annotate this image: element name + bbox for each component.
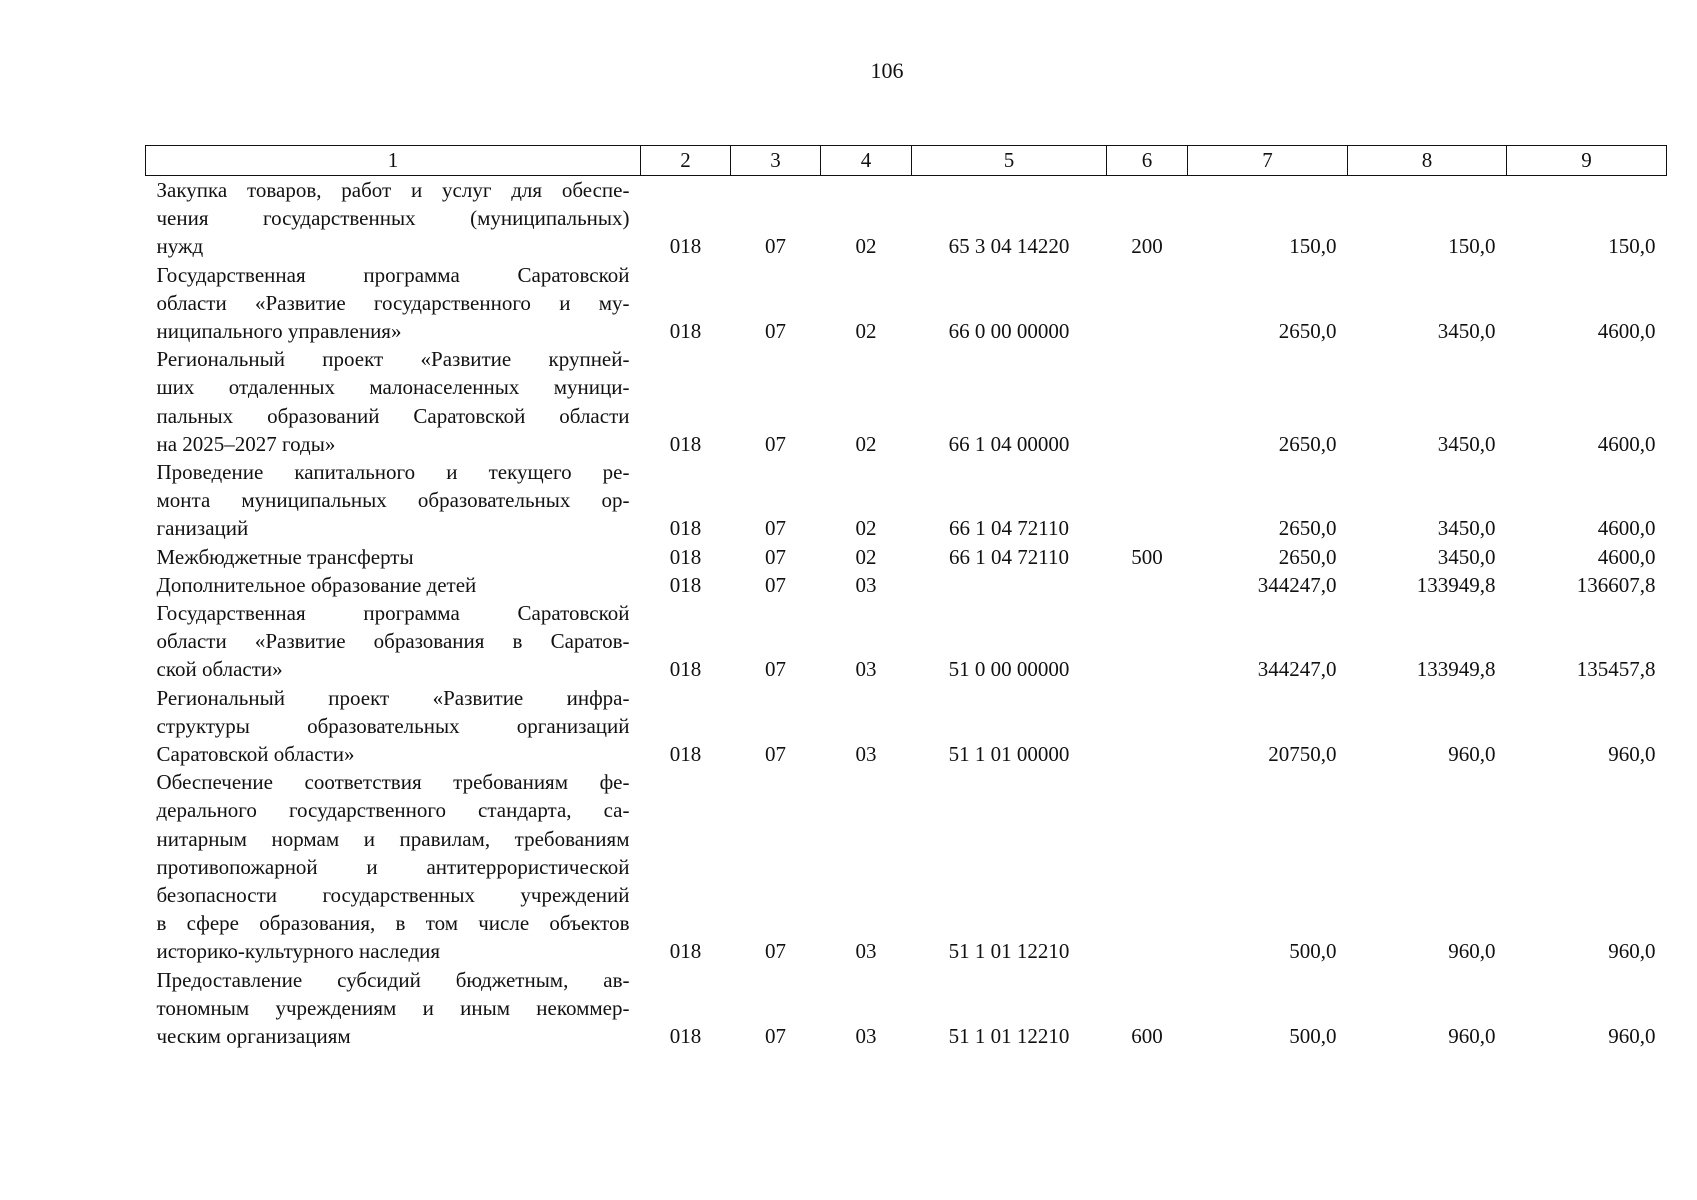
description-line: нитарным нормам и правилам, требованиям xyxy=(156,826,630,851)
cell-description xyxy=(146,599,641,684)
description-line: чения государственных (муниципальных) xyxy=(156,206,630,231)
cell-amount-year-1: 150,0 xyxy=(1289,234,1337,259)
description-line: в сфере образования, в том числе объектов xyxy=(156,911,630,936)
cell-expense-type xyxy=(1107,345,1188,458)
description-line: противопожарной и антитеррористической xyxy=(156,854,630,879)
cell-expense-type xyxy=(1107,599,1188,684)
description-line: Межбюджетные трансферты xyxy=(156,544,414,569)
cell-target-item: 65 3 04 14220 xyxy=(948,234,1070,259)
cell-subsection: 02 xyxy=(855,319,877,344)
cell-subsection: 02 xyxy=(855,544,877,569)
header-col-1: 1 xyxy=(146,146,641,176)
cell-section: 07 xyxy=(765,544,786,569)
cell-amount-year-2: 960,0 xyxy=(1448,1024,1496,1049)
table-row xyxy=(146,599,1667,684)
cell-expense-type: 200 xyxy=(1131,234,1163,259)
description-line: тономным учреждениям и иным некоммер- xyxy=(156,995,630,1020)
cell-amount-year-3: 136607,8 xyxy=(1576,572,1656,597)
cell-subsection: 03 xyxy=(855,657,877,682)
header-col-9: 9 xyxy=(1507,146,1667,176)
page-number: 106 xyxy=(870,58,904,83)
description-line: Дополнительное образование детей xyxy=(156,572,477,597)
cell-section: 07 xyxy=(765,319,786,344)
cell-amount-year-1: 344247,0 xyxy=(1257,657,1337,682)
description-line: ниципального управления» xyxy=(156,319,402,344)
cell-description xyxy=(146,543,641,571)
cell-subsection: 02 xyxy=(855,431,877,456)
cell-section: 07 xyxy=(765,657,786,682)
cell-amount-year-3: 960,0 xyxy=(1608,1024,1656,1049)
cell-amount-year-2: 150,0 xyxy=(1448,234,1496,259)
cell-amount-year-3: 4600,0 xyxy=(1597,516,1656,541)
cell-expense-type: 500 xyxy=(1131,544,1163,569)
description-line: Государственная программа Саратовской xyxy=(156,262,630,287)
description-line: области «Развитие образования в Саратов- xyxy=(156,629,630,654)
cell-subsection: 03 xyxy=(855,939,877,964)
cell-section: 07 xyxy=(765,234,786,259)
cell-target-item xyxy=(912,571,1107,599)
table-row xyxy=(146,571,1667,599)
cell-amount-year-2: 3450,0 xyxy=(1437,516,1496,541)
cell-amount-year-1: 500,0 xyxy=(1289,939,1337,964)
table-body xyxy=(146,176,1667,1051)
cell-ved: 018 xyxy=(669,1024,702,1049)
description-line: области «Развитие государственного и му- xyxy=(156,290,630,315)
description-line: монта муниципальных образовательных ор- xyxy=(156,488,630,513)
cell-ved: 018 xyxy=(669,431,702,456)
header-row xyxy=(146,146,1667,176)
cell-amount-year-1: 344247,0 xyxy=(1257,572,1337,597)
header-col-4: 4 xyxy=(821,146,912,176)
cell-subsection: 03 xyxy=(855,572,877,597)
table-row xyxy=(146,261,1667,346)
cell-expense-type xyxy=(1107,684,1188,769)
cell-target-item: 66 1 04 72110 xyxy=(949,516,1069,541)
header-col-8: 8 xyxy=(1348,146,1507,176)
cell-subsection: 03 xyxy=(855,1024,877,1049)
cell-amount-year-2: 960,0 xyxy=(1448,742,1496,767)
description-line: пальных образований Саратовской области xyxy=(156,403,630,428)
header-col-6: 6 xyxy=(1107,146,1188,176)
description-line: ческим организациям xyxy=(156,1024,351,1049)
cell-amount-year-2: 133949,8 xyxy=(1416,572,1496,597)
cell-section: 07 xyxy=(765,516,786,541)
cell-amount-year-1: 2650,0 xyxy=(1278,516,1337,541)
cell-section: 07 xyxy=(765,939,786,964)
cell-target-item: 51 0 00 00000 xyxy=(948,657,1070,682)
cell-ved: 018 xyxy=(669,939,702,964)
cell-amount-year-2: 3450,0 xyxy=(1437,431,1496,456)
cell-amount-year-3: 960,0 xyxy=(1608,939,1656,964)
description-line: Региональный проект «Развитие инфра- xyxy=(156,685,630,710)
table-row xyxy=(146,176,1667,261)
cell-description xyxy=(146,684,641,769)
header-col-2: 2 xyxy=(641,146,731,176)
description-line: на 2025–2027 годы» xyxy=(156,431,336,456)
cell-amount-year-1: 2650,0 xyxy=(1278,319,1337,344)
cell-ved: 018 xyxy=(669,657,702,682)
cell-target-item: 51 1 01 12210 xyxy=(948,1024,1070,1049)
cell-ved: 018 xyxy=(669,572,702,597)
table-row xyxy=(146,966,1667,1051)
cell-target-item: 51 1 01 12210 xyxy=(948,939,1070,964)
cell-ved: 018 xyxy=(669,742,702,767)
cell-target-item: 66 1 04 00000 xyxy=(948,431,1070,456)
description-line: дерального государственного стандарта, са- xyxy=(156,798,630,823)
cell-expense-type xyxy=(1107,768,1188,965)
description-line: ганизаций xyxy=(156,516,249,541)
table-row xyxy=(146,345,1667,458)
cell-amount-year-1: 500,0 xyxy=(1289,1024,1337,1049)
table-row xyxy=(146,543,1667,571)
cell-amount-year-2: 133949,8 xyxy=(1416,657,1496,682)
description-line: Закупка товаров, работ и услуг для обеспе- xyxy=(156,178,630,202)
cell-ved: 018 xyxy=(669,234,702,259)
cell-description xyxy=(146,458,641,543)
cell-description xyxy=(146,966,641,1051)
cell-description xyxy=(146,768,641,965)
description-line: ших отдаленных малонаселенных муници- xyxy=(156,375,630,400)
table-row xyxy=(146,684,1667,769)
header-col-7: 7 xyxy=(1188,146,1348,176)
header-col-3: 3 xyxy=(731,146,821,176)
cell-amount-year-1: 2650,0 xyxy=(1278,431,1337,456)
cell-description xyxy=(146,345,641,458)
cell-expense-type xyxy=(1107,571,1188,599)
cell-ved: 018 xyxy=(669,516,702,541)
header-col-5: 5 xyxy=(912,146,1107,176)
cell-description xyxy=(146,571,641,599)
cell-section: 07 xyxy=(765,431,786,456)
cell-ved: 018 xyxy=(669,319,702,344)
cell-amount-year-1: 2650,0 xyxy=(1278,544,1337,569)
cell-amount-year-3: 4600,0 xyxy=(1597,431,1656,456)
description-line: Предоставление субсидий бюджетным, ав- xyxy=(156,967,630,992)
cell-subsection: 03 xyxy=(855,742,877,767)
cell-target-item: 66 1 04 72110 xyxy=(949,544,1069,569)
cell-amount-year-2: 960,0 xyxy=(1448,939,1496,964)
cell-expense-type xyxy=(1107,458,1188,543)
cell-description xyxy=(146,261,641,346)
cell-description xyxy=(146,176,641,261)
cell-subsection: 02 xyxy=(855,234,877,259)
cell-ved: 018 xyxy=(669,544,702,569)
cell-amount-year-3: 4600,0 xyxy=(1597,544,1656,569)
cell-section: 07 xyxy=(765,572,786,597)
cell-expense-type xyxy=(1107,261,1188,346)
cell-target-item: 66 0 00 00000 xyxy=(948,319,1070,344)
cell-subsection: 02 xyxy=(855,516,877,541)
cell-amount-year-3: 135457,8 xyxy=(1576,657,1656,682)
cell-amount-year-2: 3450,0 xyxy=(1437,544,1496,569)
cell-amount-year-3: 960,0 xyxy=(1608,742,1656,767)
cell-amount-year-3: 150,0 xyxy=(1608,234,1656,259)
description-line: Государственная программа Саратовской xyxy=(156,601,630,626)
table-row xyxy=(146,768,1667,965)
cell-amount-year-1: 20750,0 xyxy=(1268,742,1337,767)
description-line: структуры образовательных организаций xyxy=(156,713,630,738)
table-row xyxy=(146,458,1667,543)
description-line: Проведение капитального и текущего ре- xyxy=(156,460,630,485)
cell-section: 07 xyxy=(765,1024,786,1049)
cell-section: 07 xyxy=(765,742,786,767)
description-line: Саратовской области» xyxy=(156,742,355,767)
description-line: безопасности государственных учреждений xyxy=(156,883,630,908)
cell-amount-year-3: 4600,0 xyxy=(1597,319,1656,344)
cell-target-item: 51 1 01 00000 xyxy=(948,742,1070,767)
description-line: нужд xyxy=(156,234,204,259)
description-line: Региональный проект «Развитие крупней- xyxy=(156,347,630,372)
description-line: ской области» xyxy=(156,657,283,682)
budget-table xyxy=(145,145,1667,1050)
cell-expense-type: 600 xyxy=(1131,1024,1163,1049)
description-line: Обеспечение соответствия требованиям фе- xyxy=(156,770,630,795)
cell-amount-year-2: 3450,0 xyxy=(1437,319,1496,344)
description-line: историко-культурного наследия xyxy=(156,939,441,964)
